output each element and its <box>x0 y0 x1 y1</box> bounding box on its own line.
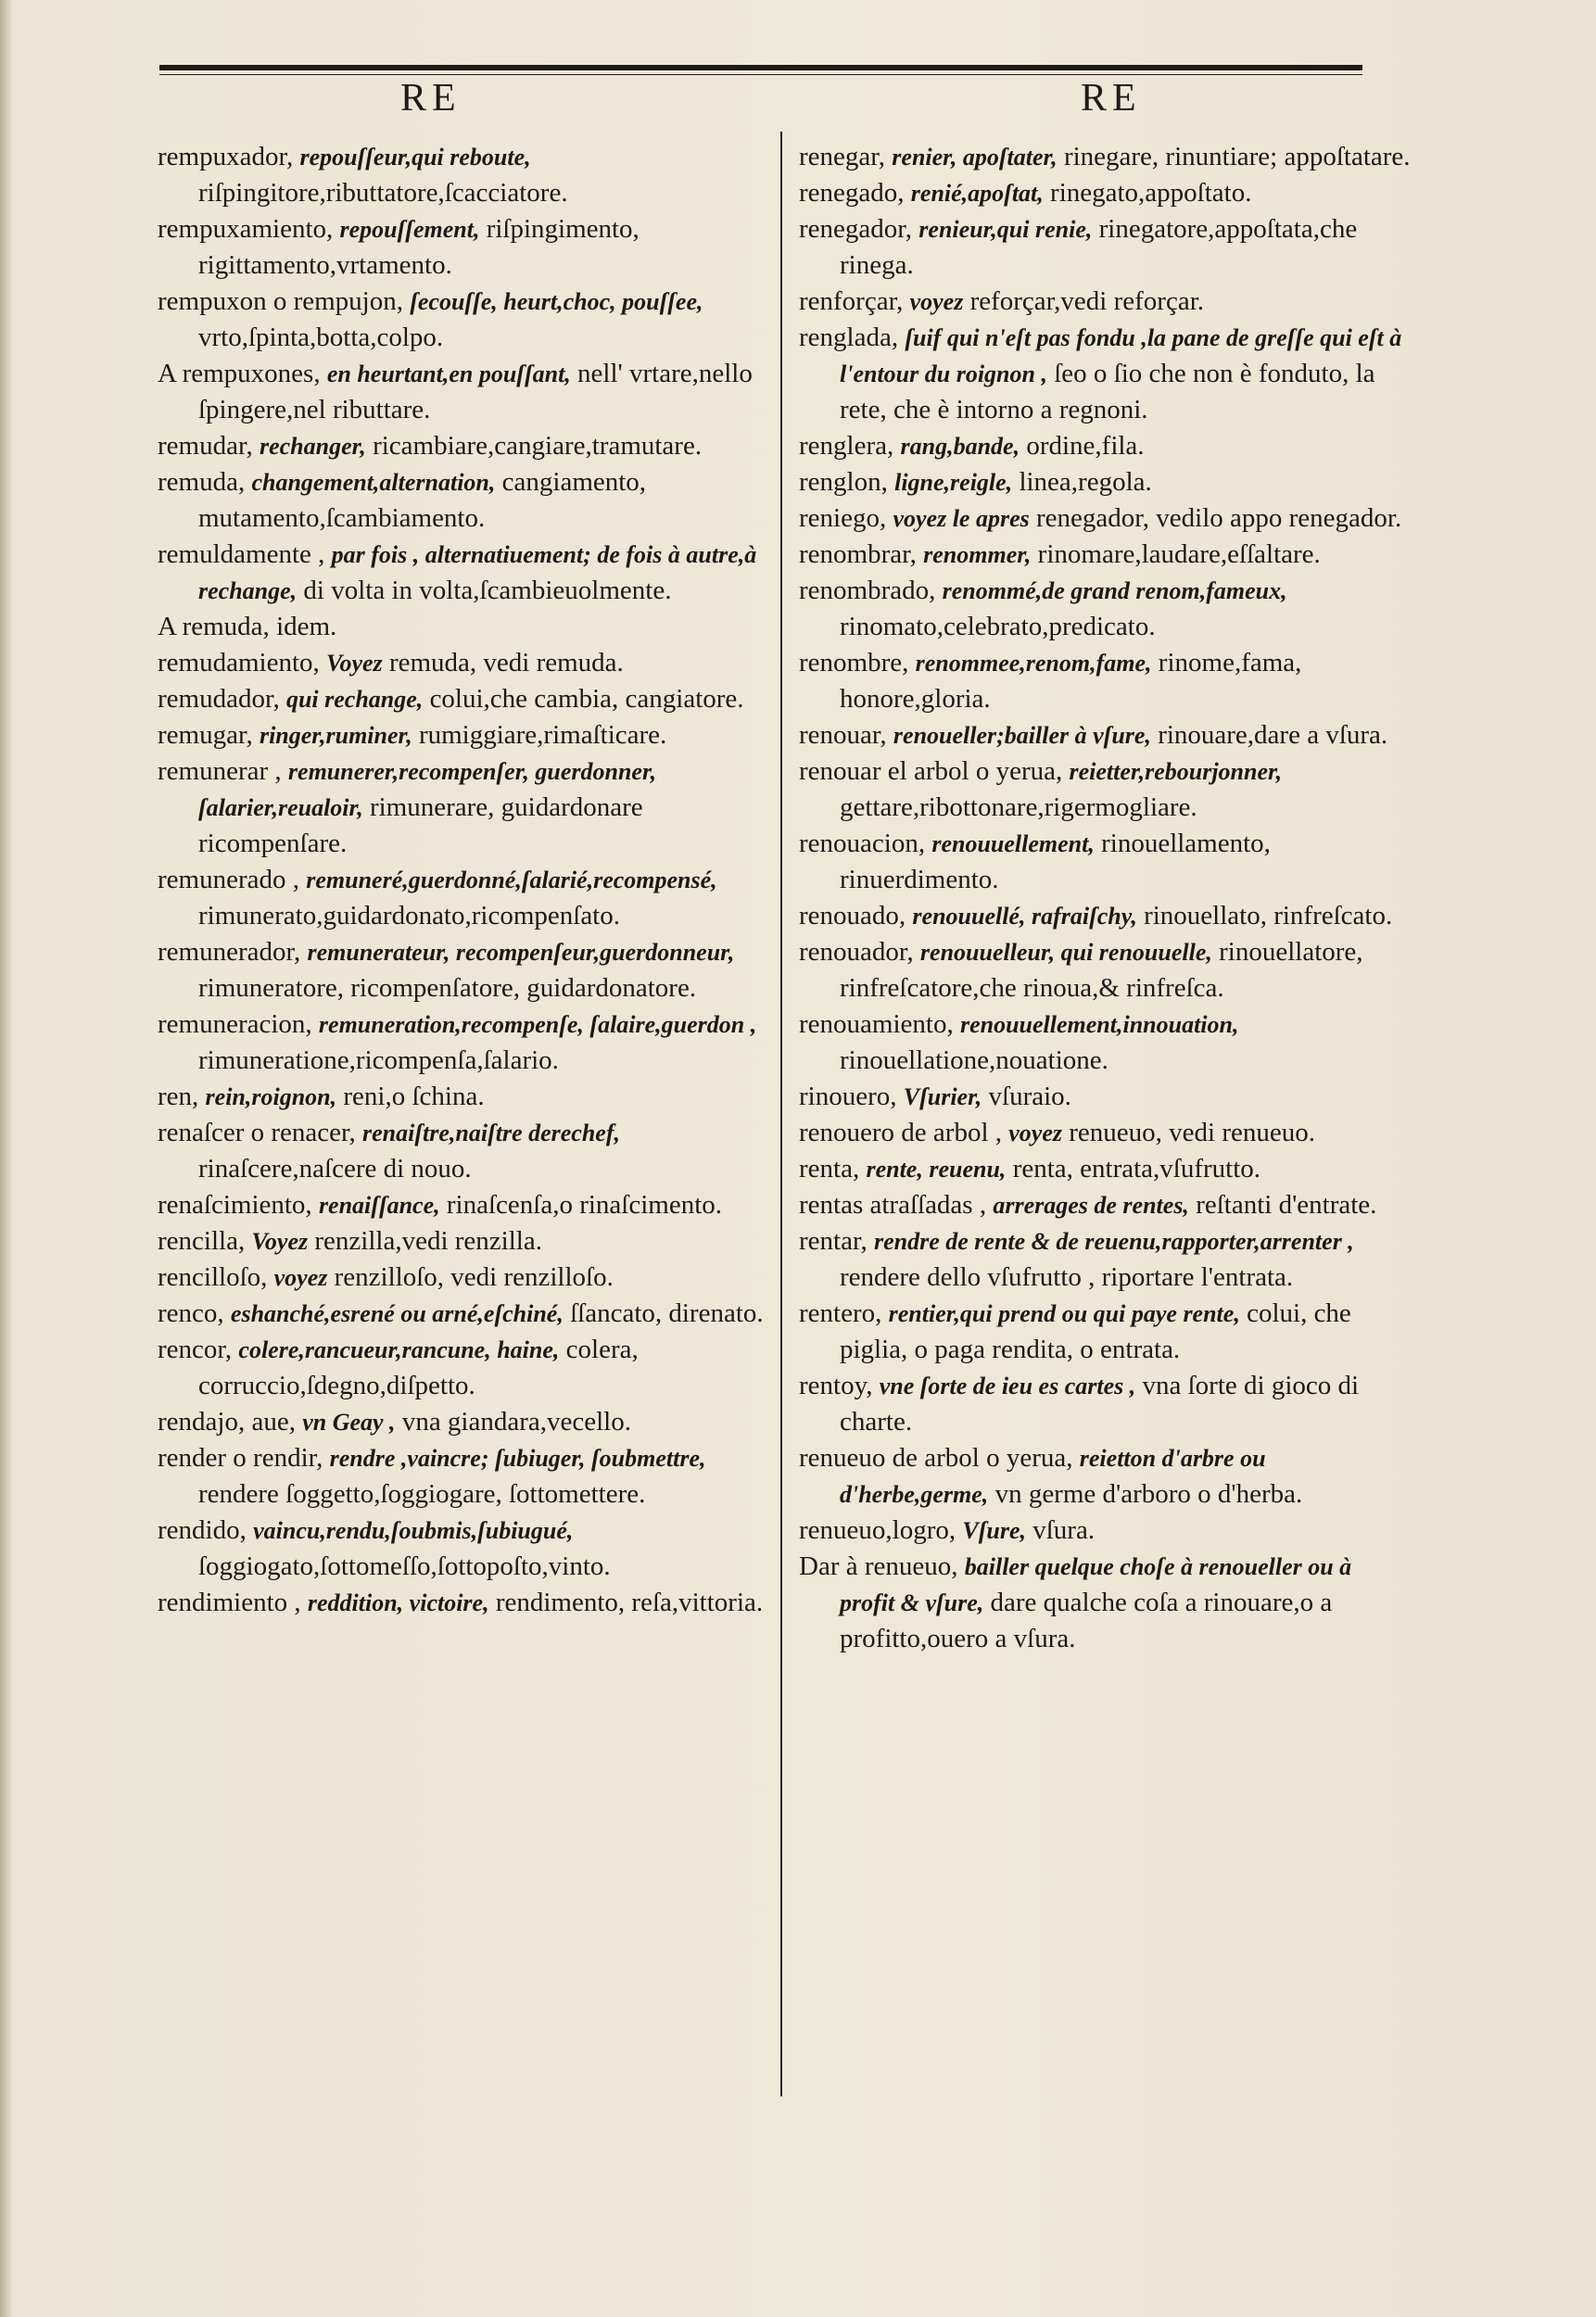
dictionary-entry <box>799 211 1411 284</box>
entry-headword: renueuo de arbol o yerua, <box>799 1443 1073 1473</box>
entry-french-gloss: voyez le apres <box>893 505 1030 532</box>
dictionary-entry <box>799 284 1411 320</box>
dictionary-entry <box>799 826 1411 898</box>
entry-headword: A rempuxones, <box>158 359 321 388</box>
dictionary-entry <box>158 862 769 934</box>
entry-italian-gloss: rimuneratore, ricompenſatore, guidardonatore. <box>198 973 697 1003</box>
dictionary-entry <box>799 320 1411 428</box>
entry-french-gloss: eshanché,esrené ou arné,eſchiné, <box>230 1300 564 1327</box>
entry-french-gloss: remunerer,recompenſer, guerdonner, ſalarier,reualoir, <box>198 758 657 821</box>
entry-italian-gloss: vna ſorte di gioco di charte. <box>840 1371 1360 1437</box>
dictionary-entry <box>799 717 1411 753</box>
entry-italian-gloss: rendere dello vſufrutto , riportare l'entrata. <box>840 1262 1294 1292</box>
entry-headword: remunerador, <box>158 937 301 967</box>
entry-italian-gloss: vſura. <box>1032 1515 1096 1545</box>
dictionary-entry <box>158 284 769 356</box>
right-column <box>799 139 1411 1657</box>
entry-french-gloss: rente, reuenu, <box>866 1156 1007 1183</box>
entry-french-gloss: ringer,ruminer, <box>259 722 412 749</box>
entry-french-gloss: vn Geay , <box>302 1409 396 1436</box>
entry-italian-gloss: colui,che cambia, cangiatore. <box>429 684 744 714</box>
dictionary-entry <box>799 1296 1411 1368</box>
entry-french-gloss: rentier,qui prend ou qui paye rente, <box>888 1300 1240 1327</box>
entry-headword: remunerar , <box>158 756 282 786</box>
entry-french-gloss: rendre de rente & de reuenu,rapporter,arrenter , <box>873 1228 1354 1255</box>
dictionary-entry <box>158 1260 769 1296</box>
entry-headword: renouero de arbol , <box>799 1118 1003 1147</box>
entry-italian-gloss: colera, corruccio,ſdegno,diſpetto. <box>198 1335 639 1400</box>
entry-headword: renueuo,logro, <box>799 1515 956 1545</box>
entry-italian-gloss: rinegatore,appoſtata,che rinega. <box>840 214 1358 280</box>
entry-headword: renouamiento, <box>799 1009 954 1039</box>
entry-french-gloss: renaiſtre,naiſtre derechef, <box>362 1120 621 1146</box>
entry-italian-gloss: rinomare,laudare,eſſaltare. <box>1037 539 1321 569</box>
dictionary-entry <box>158 681 769 717</box>
entry-french-gloss: renommé,de grand renom,fameux, <box>942 577 1287 604</box>
entry-french-gloss: colere,rancueur,rancune, haine, <box>238 1336 560 1363</box>
dictionary-entry <box>799 753 1411 826</box>
entry-french-gloss: rein,roignon, <box>205 1083 337 1110</box>
entry-italian-gloss: renzilla,vedi renzilla. <box>314 1226 542 1256</box>
dictionary-entry <box>158 1513 769 1585</box>
entry-italian-gloss: linea,regola. <box>1019 467 1152 497</box>
entry-italian-gloss: rendimento, reſa,vittoria. <box>495 1588 764 1617</box>
entry-italian-gloss: reforçar,vedi reforçar. <box>969 286 1204 316</box>
entry-italian-gloss: riſpingimento, rigittamento,vrtamento. <box>198 214 640 280</box>
dictionary-entry <box>799 1007 1411 1079</box>
entry-french-gloss: rang,bande, <box>900 433 1020 460</box>
entry-french-gloss: remuneré,guerdonné,ſalarié,recompensé, <box>306 867 717 893</box>
entry-headword: rentar, <box>799 1226 868 1256</box>
entry-italian-gloss: renegador, vedilo appo renegador. <box>1036 503 1402 533</box>
entry-headword: renaſcimiento, <box>158 1190 312 1220</box>
dictionary-entry <box>799 1440 1411 1513</box>
dictionary-entry <box>158 1007 769 1079</box>
dictionary-entry <box>799 934 1411 1007</box>
entry-headword: renta, <box>799 1154 860 1184</box>
entry-italian-gloss: renueuo, vedi renueuo. <box>1069 1118 1315 1147</box>
dictionary-entry <box>158 537 769 609</box>
entry-headword: remuneracion, <box>158 1009 312 1039</box>
entry-french-gloss: ſuif qui n'eſt pas fondu ,la pane de greſſe qui eſt à l'entour du roignon , <box>840 324 1402 387</box>
dictionary-entry <box>799 1115 1411 1151</box>
entry-french-gloss: Voyez <box>251 1228 309 1255</box>
entry-italian-gloss: gettare,ribottonare,rigermogliare. <box>840 792 1197 822</box>
entry-headword: renouacion, <box>799 829 926 858</box>
entry-italian-gloss: rinegare, rinuntiare; appoſtatare. <box>1063 142 1411 171</box>
entry-headword: rempuxon o rempujon, <box>158 286 403 316</box>
entry-italian-gloss: rinegato,appoſtato. <box>1050 178 1252 208</box>
entry-italian-gloss: rimunerato,guidardonato,ricompenſato. <box>198 901 620 931</box>
dictionary-entry <box>799 1223 1411 1296</box>
entry-french-gloss: Vſurier, <box>903 1083 982 1110</box>
entry-headword: rendimiento , <box>158 1588 301 1617</box>
dictionary-entry <box>158 211 769 284</box>
dictionary-entry <box>158 934 769 1007</box>
entry-french-gloss: renouuellement,innouation, <box>959 1011 1239 1038</box>
entry-italian-gloss: ſſancato, direnato. <box>570 1298 764 1328</box>
dictionary-entry <box>799 464 1411 500</box>
entry-headword: rencilla, <box>158 1226 246 1256</box>
entry-italian-gloss: rinouellatore, rinfreſcatore,che rinoua,& rinfreſca. <box>840 937 1363 1003</box>
entry-headword: renglera, <box>799 431 894 461</box>
entry-italian-gloss: vn germe d'arboro o d'herba. <box>994 1479 1303 1509</box>
entry-french-gloss: renié,apoſtat, <box>910 180 1044 207</box>
entry-headword: remudador, <box>158 684 280 714</box>
entry-headword: renombrado, <box>799 576 936 605</box>
entry-french-gloss: rendre ,vaincre; ſubiuger, ſoubmettre, <box>329 1445 706 1472</box>
dictionary-entry <box>799 1187 1411 1223</box>
entry-headword: rencilloſo, <box>158 1262 268 1292</box>
entry-headword: rentas atraſſadas , <box>799 1190 987 1220</box>
entry-headword: remunerado , <box>158 865 299 894</box>
entry-french-gloss: arrerages de rentes, <box>993 1192 1189 1219</box>
right-running-head: RE <box>1081 77 1142 120</box>
entry-headword: remuldamente , <box>158 539 325 569</box>
entry-headword: renegador, <box>799 214 913 244</box>
entry-italian-gloss: rinouellato, rinfreſcato. <box>1144 901 1393 931</box>
dictionary-entry <box>158 1585 769 1621</box>
dictionary-entry <box>799 1151 1411 1187</box>
entry-italian-gloss: cangiamento, mutamento,ſcambiamento. <box>198 467 647 533</box>
dictionary-entry <box>158 645 769 681</box>
entry-french-gloss: Vſure, <box>962 1517 1026 1544</box>
entry-italian-gloss: colui, che piglia, o paga rendita, o entrata. <box>840 1298 1351 1364</box>
entry-french-gloss: repouſſement, <box>339 216 480 243</box>
left-running-head: RE <box>400 77 462 120</box>
entry-headword: renegar, <box>799 142 886 171</box>
dictionary-entry <box>158 753 769 862</box>
entry-headword: A remuda, <box>158 612 270 641</box>
entry-italian-gloss: riſpingitore,ributtatore,ſcacciatore. <box>198 178 568 208</box>
entry-headword: Dar à renueuo, <box>799 1551 958 1581</box>
dictionary-entry <box>799 139 1411 175</box>
entry-headword: rempuxador, <box>158 142 294 171</box>
entry-italian-gloss: vna giandara,vecello. <box>401 1407 631 1437</box>
header-rule <box>159 65 1362 70</box>
entry-headword: renouador, <box>799 937 914 967</box>
entry-italian-gloss: rimuneratione,ricompenſa,ſalario. <box>198 1045 559 1075</box>
dictionary-entry <box>158 1440 769 1513</box>
dictionary-entry <box>799 428 1411 464</box>
entry-french-gloss: par fois , alternatiuement; de fois à autre,à rechange, <box>198 541 757 604</box>
entry-french-gloss: reddition, victoire, <box>307 1589 489 1616</box>
dictionary-entry <box>158 1187 769 1223</box>
entry-italian-gloss: renta, entrata,vſufrutto. <box>1012 1154 1261 1184</box>
entry-french-gloss: renouuelleur, qui renouuelle, <box>919 939 1212 966</box>
entry-french-gloss: renouuellement, <box>931 830 1095 857</box>
entry-italian-gloss: di volta in volta,ſcambieuolmente. <box>303 576 672 605</box>
dictionary-entry <box>799 898 1411 934</box>
dictionary-entry <box>799 1513 1411 1549</box>
dictionary-entry <box>158 609 769 645</box>
dictionary-entry <box>158 464 769 537</box>
entry-headword: renglon, <box>799 467 888 497</box>
entry-italian-gloss: rimunerare, guidardonare ricompenſare. <box>198 792 643 858</box>
entry-french-gloss: vne ſorte de ieu es cartes , <box>879 1373 1136 1399</box>
entry-french-gloss: ligne,reigle, <box>894 469 1013 496</box>
entry-headword: renouar el arbol o yerua, <box>799 756 1063 786</box>
dictionary-entry <box>799 573 1411 645</box>
entry-italian-gloss: rinome,fama, honore,gloria. <box>840 648 1302 714</box>
entry-french-gloss: en heurtant,en pouſſant, <box>326 361 571 387</box>
entry-french-gloss: qui rechange, <box>285 686 424 713</box>
dictionary-entry <box>799 1079 1411 1115</box>
entry-italian-gloss: ſoggiogato,ſottomeſſo,ſottopoſto,vinto. <box>198 1551 611 1581</box>
entry-headword: remudar, <box>158 431 253 461</box>
left-column <box>158 139 769 1621</box>
entry-italian-gloss: rinaſcenſa,o rinaſcimento. <box>446 1190 723 1220</box>
header-rule-thin <box>159 74 1362 75</box>
entry-headword: renco, <box>158 1298 224 1328</box>
entry-headword: ren, <box>158 1082 199 1111</box>
entry-french-gloss: reietton d'arbre ou d'herbe,germe, <box>840 1445 1266 1508</box>
entry-french-gloss: voyez <box>1008 1120 1063 1146</box>
column-separator <box>780 132 782 2096</box>
entry-headword: rinouero, <box>799 1082 897 1111</box>
entry-headword: remuda, <box>158 467 246 497</box>
entry-french-gloss: voyez <box>273 1264 328 1291</box>
entry-headword: rentero, <box>799 1298 882 1328</box>
entry-headword: renglada, <box>799 323 899 352</box>
entry-french-gloss: remuneration,recompenſe, ſalaire,guerdon , <box>318 1011 757 1038</box>
entry-french-gloss: renieur,qui renie, <box>918 216 1093 243</box>
entry-italian-gloss: ordine,fila. <box>1026 431 1145 461</box>
dictionary-entry <box>158 1404 769 1440</box>
entry-french-gloss: bailler quelque choſe à renoueller ou à profit & vſure, <box>840 1553 1352 1616</box>
entry-headword: renouado, <box>799 901 906 931</box>
dictionary-entry <box>799 1549 1411 1657</box>
dictionary-entry <box>799 645 1411 717</box>
entry-headword: renombrar, <box>799 539 917 569</box>
entry-french-gloss: voyez <box>909 288 964 315</box>
entry-french-gloss: renoueller;bailler à vſure, <box>893 722 1151 749</box>
entry-italian-gloss: rumiggiare,rimaſticare. <box>418 720 667 750</box>
dictionary-entry <box>799 175 1411 211</box>
entry-headword: render o rendir, <box>158 1443 323 1473</box>
entry-headword: rempuxamiento, <box>158 214 334 244</box>
entry-french-gloss: renier, apoſtater, <box>892 144 1058 171</box>
entry-french-gloss: renaiſſance, <box>318 1192 440 1219</box>
dictionary-entry <box>158 139 769 211</box>
entry-french-gloss: rechanger, <box>259 433 366 460</box>
entry-headword: remudamiento, <box>158 648 320 677</box>
entry-french-gloss: renouuellé, rafraiſchy, <box>912 903 1137 930</box>
entry-french-gloss: renommee,renom,fame, <box>915 650 1152 677</box>
entry-headword: rendajo, aue, <box>158 1407 296 1437</box>
dictionary-entry <box>799 537 1411 573</box>
entry-italian-gloss: rendere ſoggetto,ſoggiogare, ſottomettere. <box>198 1479 646 1509</box>
dictionary-entry <box>158 1079 769 1115</box>
entry-italian-gloss: vſuraio. <box>988 1082 1071 1111</box>
entry-italian-gloss: nell' vrtare,nello ſpingere,nel ributtare. <box>198 359 753 424</box>
entry-italian-gloss: renzilloſo, vedi renzilloſo. <box>334 1262 614 1292</box>
entry-italian-gloss: rinouellamento, rinuerdimento. <box>840 829 1271 894</box>
entry-french-gloss: repouſſeur,qui reboute, <box>299 144 531 171</box>
entry-italian-gloss: rinaſcere,naſcere di nouo. <box>198 1154 472 1184</box>
entry-italian-gloss: dare qualche coſa a rinouare,o a profitto,ouero a vſura. <box>840 1588 1333 1653</box>
entry-headword: renforçar, <box>799 286 904 316</box>
entry-french-gloss: remunerateur, recompenſeur,guerdonneur, <box>307 939 735 966</box>
entry-italian-gloss: rinouellatione,nouatione. <box>840 1045 1108 1075</box>
entry-italian-gloss: ſeo o ſio che non è fonduto, la rete, che è intorno a regnoni. <box>840 359 1375 424</box>
dictionary-entry <box>158 1332 769 1404</box>
dictionary-entry <box>158 356 769 428</box>
entry-french-gloss: vaincu,rendu,ſoubmis,ſubiugué, <box>253 1517 574 1544</box>
entry-headword: rentoy, <box>799 1371 873 1400</box>
entry-italian-gloss: idem. <box>276 612 337 641</box>
dictionary-entry <box>158 717 769 753</box>
entry-french-gloss: renommer, <box>923 541 1032 568</box>
entry-headword: renegado, <box>799 178 905 208</box>
entry-italian-gloss: reni,o ſchina. <box>343 1082 485 1111</box>
dictionary-entry <box>158 1223 769 1260</box>
entry-headword: renombre, <box>799 648 909 677</box>
entry-headword: reniego, <box>799 503 887 533</box>
entry-headword: rencor, <box>158 1335 233 1364</box>
entry-french-gloss: Voyez <box>326 650 383 677</box>
entry-headword: rendido, <box>158 1515 247 1545</box>
dictionary-entry <box>799 500 1411 537</box>
dictionary-entry <box>799 1368 1411 1440</box>
dictionary-entry <box>158 1115 769 1187</box>
dictionary-entry <box>158 428 769 464</box>
entry-italian-gloss: remuda, vedi remuda. <box>388 648 624 677</box>
entry-headword: renouar, <box>799 720 887 750</box>
entry-italian-gloss: vrto,ſpinta,botta,colpo. <box>198 323 444 352</box>
dictionary-entry <box>158 1296 769 1332</box>
entry-headword: renaſcer o renacer, <box>158 1118 356 1147</box>
entry-french-gloss: ſecouſſe, heurt,choc, pouſſee, <box>410 288 703 315</box>
entry-italian-gloss: rinomato,celebrato,predicato. <box>840 612 1156 641</box>
entry-french-gloss: changement,alternation, <box>251 469 496 496</box>
entry-italian-gloss: rinouare,dare a vſura. <box>1158 720 1388 750</box>
entry-french-gloss: reietter,rebourjonner, <box>1069 758 1283 785</box>
entry-italian-gloss: ricambiare,cangiare,tramutare. <box>373 431 703 461</box>
entry-italian-gloss: reſtanti d'entrate. <box>1196 1190 1377 1220</box>
entry-headword: remugar, <box>158 720 253 750</box>
